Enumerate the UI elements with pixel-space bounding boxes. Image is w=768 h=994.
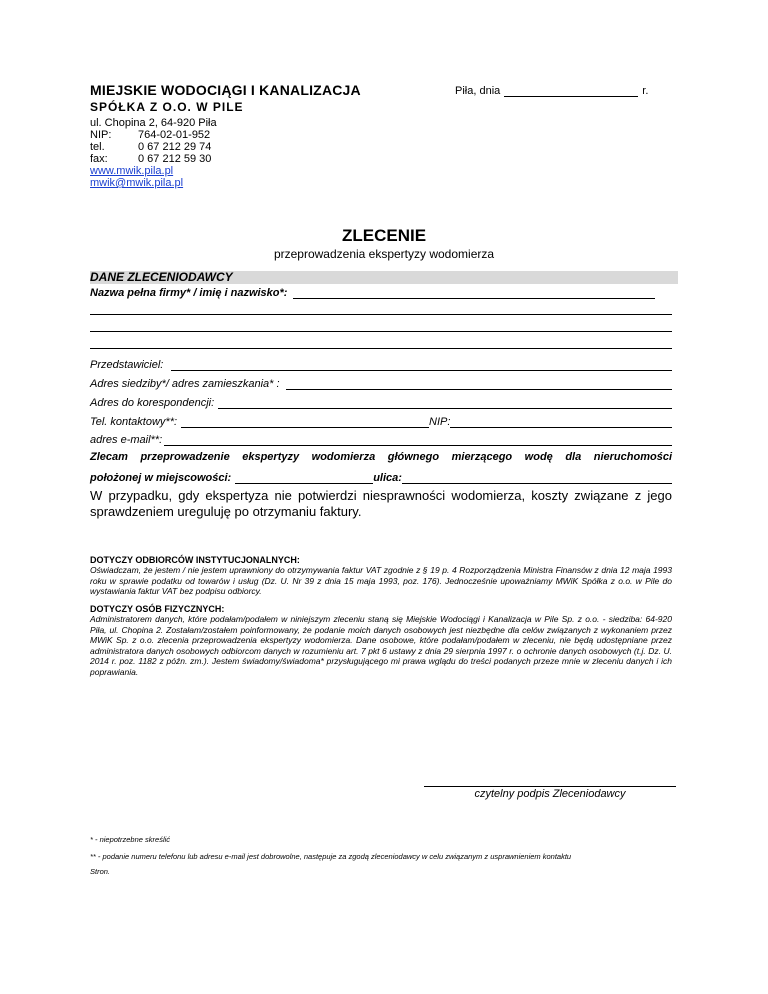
location-row	[90, 472, 672, 485]
fax-value: 0 67 212 59 30	[138, 153, 212, 165]
company-address-block	[90, 117, 217, 189]
name-continuation-line-1[interactable]	[90, 303, 672, 315]
document-subtitle: przeprowadzenia ekspertyzy wodomierza	[273, 247, 495, 261]
client-email-input-line[interactable]	[164, 434, 672, 446]
nip-label: NIP:	[90, 129, 112, 141]
address-label: Adres siedziby*/ adres zamieszkania* :	[90, 378, 280, 390]
individual-text: Administratorem danych, które podałam/podałem w niniejszym zleceniu staną się Miejskie Wodociągi i Kanalizacja w Pile Sp. z o.o. - siedziba: 64-920 Piła, ul. Chopina 2. Zostałam/zostałem poinformowany, że podanie moich danych osobowych jest niezbędne dla celów związanych z wykonaniem przez MWiK Sp. z o.o. zlecenia przeprowadzenia ekspertyzy wodomierza. Dane osobowe, które podałam/podałem w zleceniu, nie będą udostępniane przez administratora danych osobowych odbiorcom danych w rozumieniu art. 7 pkt 6 ustawy z dnia 29 sierpnia 1997 r. o ochronie danych osobowych (t.j. Dz. U. 2014 r. poz. 1182 z późn. zm.). Jestem świadomy/świadoma* przysługującego mi prawa wglądu do treści podanych przeze mnie w zleceniu danych i ich poprawiania.	[90, 614, 672, 677]
correspondence-input-line[interactable]	[218, 397, 672, 409]
order-statement	[90, 451, 672, 485]
tel-value: 0 67 212 29 74	[138, 141, 212, 153]
address-input-line[interactable]	[286, 378, 672, 390]
email-link[interactable]: mwik@mwik.pila.pl	[90, 177, 184, 189]
name-continuation-line-3[interactable]	[90, 337, 672, 349]
nip-row	[90, 129, 217, 141]
institutional-text: Oświadczam, że jestem / nie jestem uprawniony do otrzymywania faktur VAT zgodnie z § 19 p. 4 Rozporządzenia Ministra Finansów z dnia 12 maja 1993 roku w sprawie podatku od towarów i usług (Dz. U. Nr 39 z dnia 15 maja 1993, poz. 176). Jednocześnie upoważniamy MWiK Spółka z o.o. w Pile do wystawiania faktur VAT bez podpisu odbiorcy.	[90, 565, 672, 596]
representative-input-line[interactable]	[171, 359, 672, 371]
signature-line[interactable]	[424, 786, 676, 787]
correspondence-label: Adres do korespondencji:	[90, 397, 215, 409]
phone-input-line[interactable]	[181, 416, 429, 428]
individual-heading: DOTYCZY OSÓB FIZYCZNYCH:	[90, 604, 225, 614]
name-label: Nazwa pełna firmy* / imię i nazwisko*:	[90, 287, 288, 299]
client-email-label: adres e-mail**:	[90, 434, 163, 446]
fax-row	[90, 153, 217, 165]
location-input-line[interactable]	[235, 472, 373, 484]
institutional-heading: DOTYCZY ODBIORCÓW INSTYTUCJONALNYCH:	[90, 555, 300, 565]
street-address: ul. Chopina 2, 64-920 Piła	[90, 117, 217, 129]
document-title: ZLECENIE	[341, 226, 427, 245]
client-nip-label: NIP:	[429, 416, 451, 428]
tel-row	[90, 141, 217, 153]
date-label: Piła, dnia	[455, 85, 501, 97]
fax-label: fax:	[90, 153, 108, 165]
phone-label: Tel. kontaktowy**:	[90, 416, 178, 428]
street-input-line[interactable]	[402, 472, 672, 484]
street-label: ulica:	[373, 472, 402, 484]
date-suffix: r.	[642, 85, 649, 97]
signature-label: czytelny podpis Zleceniodawcy	[474, 788, 626, 800]
footnote-2: ** - podanie numeru telefonu lub adresu e-mail jest dobrowolne, następuje za zgodą zleceniodawcy w celu związanym z usprawnieniem kontaktu	[90, 852, 572, 861]
phone-nip-row	[90, 416, 672, 429]
company-type: SPÓŁKA Z O.O. W PILE	[90, 100, 244, 114]
date-field[interactable]	[504, 85, 638, 97]
address-row	[90, 378, 672, 391]
client-nip-input-line[interactable]	[450, 416, 672, 428]
date-line	[455, 85, 648, 97]
name-continuation-line-2[interactable]	[90, 320, 672, 332]
website-link[interactable]: www.mwik.pila.pl	[90, 165, 174, 177]
footnote-3: Stron.	[90, 867, 111, 876]
company-name: MIEJSKIE WODOCIĄGI I KANALIZACJA	[90, 82, 361, 98]
email-row	[90, 434, 672, 447]
representative-row	[90, 359, 672, 372]
individual-block	[90, 604, 672, 677]
correspondence-row	[90, 397, 672, 410]
cost-notice: W przypadku, gdy ekspertyza nie potwierdzi niesprawności wodomierza, koszty związane z jego sprawdzeniem ureguluję po otrzymaniu faktury.	[90, 488, 672, 519]
name-input-line[interactable]	[293, 287, 655, 299]
institutional-block	[90, 555, 672, 597]
footnote-1: * - niepotrzebne skreślić	[90, 835, 171, 844]
representative-label: Przedstawiciel:	[90, 359, 164, 371]
section-header-client-data: DANE ZLECENIODAWCY	[90, 271, 678, 284]
name-field-row	[90, 287, 672, 300]
order-statement-line1: Zlecam przeprowadzenie ekspertyzy wodomierza głównego mierzącego wodę dla nieruchomości	[90, 451, 672, 463]
nip-value: 764-02-01-952	[138, 129, 211, 141]
location-label: położonej w miejscowości:	[90, 472, 232, 484]
tel-label: tel.	[90, 141, 105, 153]
